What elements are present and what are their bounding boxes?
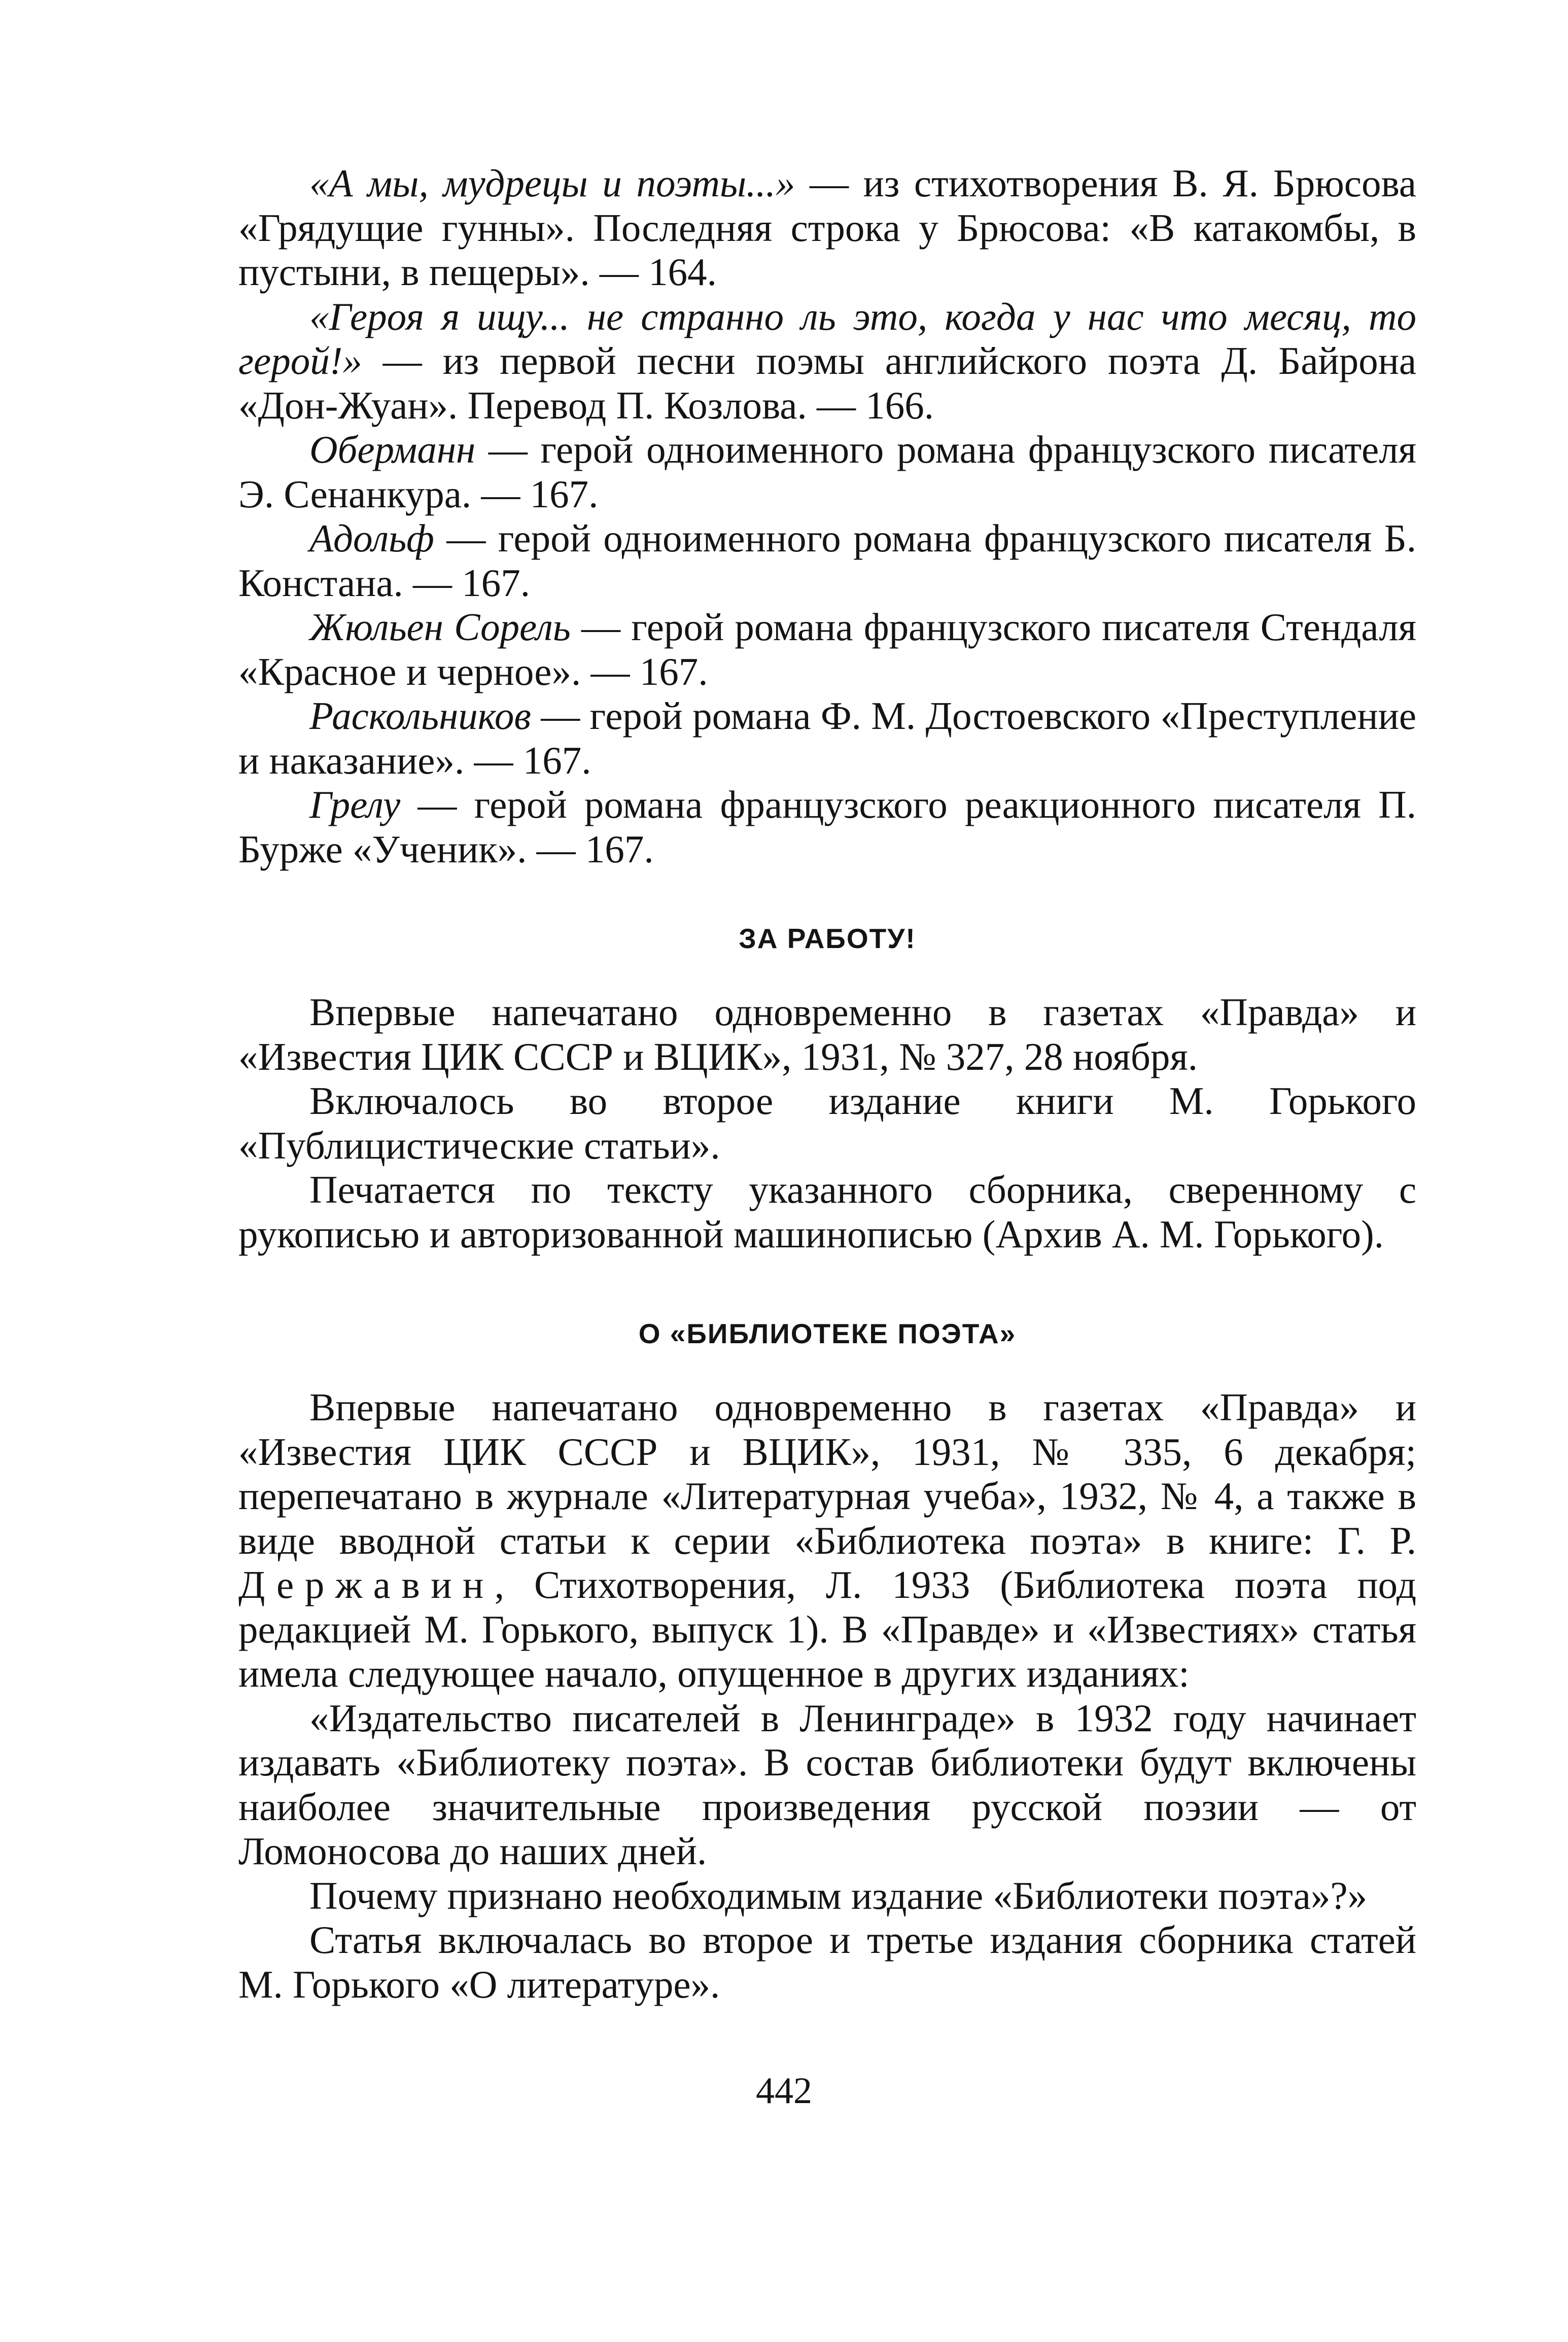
note-text: — герой одноименного романа французского писателя Б. Констана. — 167. <box>238 516 1416 605</box>
section2-text: Впервые напечатано одновременно в газетах «Правда» и «Известия ЦИК СССР и ВЦИК», 1931, № 335, 6 декабря; перепечатано в журнале «Литературная учеба», 1932, № 4, а также в виде вводной статьи к серии «Библиотека поэта» в книге: Г. Р. <box>238 1385 1416 1562</box>
note-text: — герой романа французского писателя Стендаля «Красное и черное». — 167. <box>238 605 1416 693</box>
note-raskolnikov <box>238 694 1416 783</box>
note-text: — из стихотворения В. Я. Брюсова «Грядущие гунны». Последняя строка у Брюсова: «В катакомбы, в пустыни, в пещеры». — 164. <box>238 161 1416 294</box>
note-title: «А мы, мудрецы и поэты...» <box>309 161 795 205</box>
note-text: — герой одноименного романа французского писателя Э. Сенанкура. — 167. <box>238 428 1416 516</box>
note-title: Жюльен Сорель <box>309 605 571 649</box>
note-title: «Героя я ищу... не странно ль это, когда у нас что месяц, то герой!» <box>238 294 1416 382</box>
section2-paragraph: Статья включалась во второе и третье издания сборника статей М. Горького «О литературе». <box>238 1918 1416 2006</box>
note-adolf <box>238 516 1416 605</box>
note-title: Адольф <box>309 516 434 560</box>
section1-paragraph: Печатается по тексту указанного сборника, сверенному с рукописью и авторизованной машинописью (Архив А. М. Горького). <box>238 1168 1416 1256</box>
section2-text: , Стихотворения, Л. 1933 (Библиотека поэта под редакцией М. Горького, выпуск 1). В «Правде» и «Известиях» статья имела следующее начало, опущенное в других изданиях: <box>238 1563 1416 1695</box>
note-text: — герой романа Ф. М. Достоевского «Преступление и наказание». — 167. <box>238 694 1416 782</box>
note-title: Грелу <box>309 783 401 826</box>
note-grelu <box>238 783 1416 871</box>
note-sorel <box>238 605 1416 694</box>
section2-quote: «Издательство писателей в Ленинграде» в 1932 году начинает издавать «Библиотеку поэта». В состав библиотеки будут включены наиболее значительные произведения русской поэзии — от Ломоносова до наших дней. <box>238 1696 1416 1873</box>
section1-paragraph: Впервые напечатано одновременно в газетах «Правда» и «Известия ЦИК СССР и ВЦИК», 1931, № 327, 28 ноября. <box>238 990 1416 1078</box>
note-text: — герой романа французского реакционного писателя П. Бурже «Ученик». — 167. <box>238 783 1416 871</box>
section-heading-biblioteka-poeta: О «БИБЛИОТЕКЕ ПОЭТА» <box>638 1318 1017 1349</box>
page-number: 442 <box>756 2070 812 2112</box>
note-byron <box>238 295 1416 428</box>
section2-paragraph <box>238 1385 1416 1696</box>
note-text: — из первой песни поэмы английского поэта Д. Байрона «Дон-Жуан». Перевод П. Козлова. — 166. <box>238 339 1416 427</box>
page-body <box>238 161 1416 2007</box>
section-heading-za-rabotu: ЗА РАБОТУ! <box>739 923 916 954</box>
section1-paragraph: Включалось во второе издание книги М. Горького «Публицистические статьи». <box>238 1079 1416 1167</box>
note-title: Оберманн <box>309 428 476 471</box>
note-obermann <box>238 428 1416 516</box>
note-title: Раскольников <box>309 694 531 738</box>
spaced-author-name: Державин <box>238 1563 495 1606</box>
note-bryusov <box>238 161 1416 295</box>
section2-quote: Почему признано необходимым издание «Библиотеки поэта»?» <box>309 1873 1368 1917</box>
